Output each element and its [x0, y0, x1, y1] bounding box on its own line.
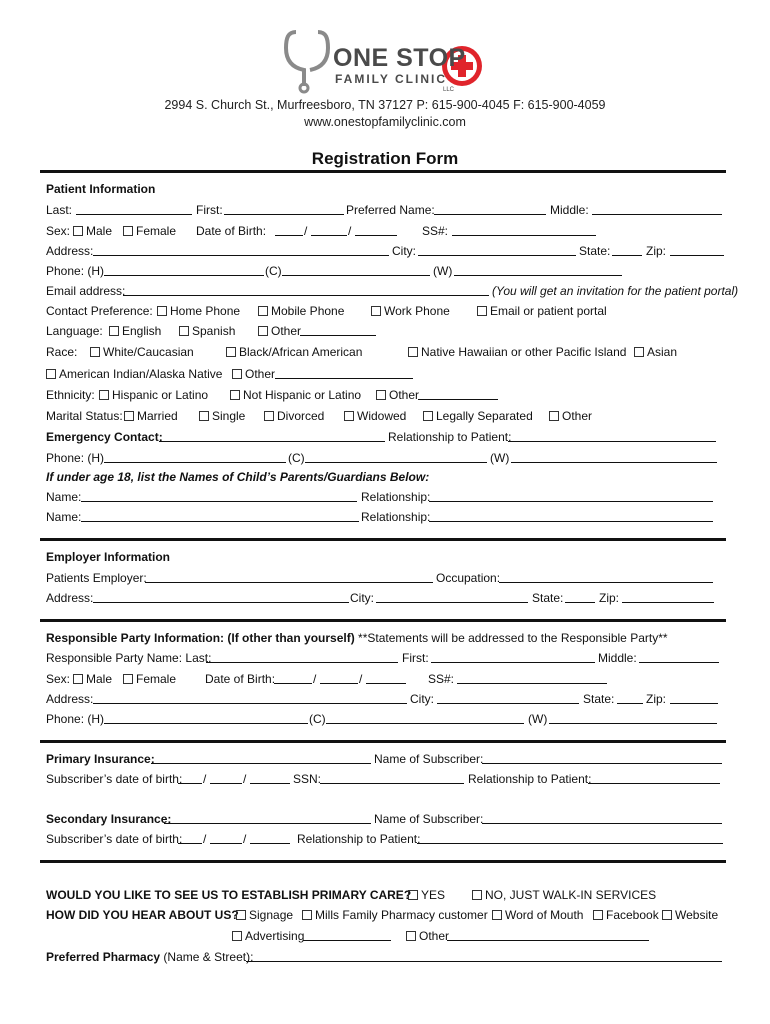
contact-preference-label: Contact Preference:: [46, 304, 153, 318]
secondary-subscriber-field[interactable]: [482, 812, 722, 824]
hear-mills-checkbox[interactable]: Mills Family Pharmacy customer: [302, 908, 488, 922]
responsible-phone-w-label: (W): [528, 712, 548, 726]
responsible-first-label: First:: [402, 651, 429, 665]
patient-preferred-field[interactable]: [434, 203, 546, 215]
responsible-male-checkbox[interactable]: Male: [73, 672, 112, 686]
race-label: Race:: [46, 345, 78, 359]
primary-insurance-label: Primary Insurance:: [46, 752, 155, 766]
checkbox-icon: [179, 326, 189, 336]
patient-phone-h-label: Phone: (H): [46, 264, 105, 278]
race-white-checkbox[interactable]: White/Caucasian: [90, 345, 194, 359]
hear-about-question: HOW DID YOU HEAR ABOUT US?: [46, 908, 239, 922]
patient-phone-h-field[interactable]: [104, 264, 264, 276]
race-asian-checkbox[interactable]: Asian: [634, 345, 677, 359]
employer-address-field[interactable]: [93, 591, 349, 603]
employer-city-label: City:: [350, 591, 374, 605]
checkbox-icon: [408, 347, 418, 357]
clinic-website: www.onestopfamilyclinic.com: [304, 115, 466, 129]
checkbox-icon: [258, 326, 268, 336]
secondary-insurance-field[interactable]: [164, 812, 371, 824]
marital-married-checkbox[interactable]: Married: [124, 409, 178, 423]
preferred-pharmacy-label: Preferred Pharmacy (Name & Street):: [46, 950, 254, 964]
responsible-dob-month[interactable]: [274, 672, 312, 684]
logo-name: ONE STOP: [333, 44, 466, 72]
language-label: Language:: [46, 324, 103, 338]
slash: /: [304, 224, 308, 238]
checkbox-icon: [593, 910, 603, 920]
primary-care-yes-checkbox[interactable]: YES: [408, 888, 445, 902]
guardian2-relationship-field[interactable]: [429, 510, 713, 522]
slash: /: [348, 224, 352, 238]
employer-state-field[interactable]: [565, 591, 595, 603]
checkbox-icon: [236, 910, 246, 920]
hear-other-checkbox[interactable]: Other: [406, 929, 449, 943]
secondary-subscriber-dob-label: Subscriber’s date of birth:: [46, 832, 183, 846]
responsible-state-label: State:: [583, 692, 615, 706]
responsible-zip-field[interactable]: [670, 692, 718, 704]
contact-home-phone-checkbox[interactable]: Home Phone: [157, 304, 240, 318]
responsible-phone-w-field[interactable]: [549, 712, 717, 724]
patient-phone-w-label: (W): [433, 264, 453, 278]
divider: [40, 619, 726, 622]
checkbox-icon: [264, 411, 274, 421]
occupation-label: Occupation:: [436, 571, 501, 585]
contact-email-portal-checkbox[interactable]: Email or patient portal: [477, 304, 607, 318]
responsible-phone-h-label: Phone: (H): [46, 712, 105, 726]
patient-first-label: First:: [196, 203, 223, 217]
race-black-checkbox[interactable]: Black/African American: [226, 345, 362, 359]
patient-ss-field[interactable]: [452, 224, 596, 236]
slash: /: [243, 832, 247, 846]
stethoscope-icon: [286, 32, 304, 86]
emergency-phone-c-field[interactable]: [305, 451, 487, 463]
checkbox-icon: [123, 226, 133, 236]
preferred-pharmacy-field[interactable]: [246, 950, 722, 962]
patient-address-label: Address:: [46, 244, 94, 258]
patient-address-field[interactable]: [93, 244, 389, 256]
secondary-relationship-label: Relationship to Patient:: [297, 832, 421, 846]
checkbox-icon: [109, 326, 119, 336]
checkbox-icon: [472, 890, 482, 900]
emergency-relationship-field[interactable]: [508, 430, 716, 442]
section-employer-heading: Employer Information: [46, 550, 171, 564]
checkbox-icon: [408, 890, 418, 900]
responsible-sex-label: Sex:: [46, 672, 71, 686]
responsible-female-checkbox[interactable]: Female: [123, 672, 176, 686]
responsible-zip-label: Zip:: [646, 692, 667, 706]
hear-website-checkbox[interactable]: Website: [662, 908, 718, 922]
patient-female-checkbox[interactable]: Female: [123, 224, 176, 238]
guardian1-relationship-field[interactable]: [429, 490, 713, 502]
checkbox-icon: [371, 306, 381, 316]
responsible-city-field[interactable]: [437, 692, 579, 704]
secondary-insurance-label: Secondary Insurance:: [46, 812, 172, 826]
responsible-address-label: Address:: [46, 692, 94, 706]
primary-subscriber-dob-label: Subscriber’s date of birth:: [46, 772, 183, 786]
patient-dob-year[interactable]: [355, 224, 397, 236]
marital-widowed-checkbox[interactable]: Widowed: [344, 409, 406, 423]
secondary-subscriber-dob-day[interactable]: [210, 832, 242, 844]
checkbox-icon: [344, 411, 354, 421]
responsible-last-field[interactable]: [206, 651, 398, 663]
patient-city-field[interactable]: [418, 244, 576, 256]
responsible-dob-day[interactable]: [320, 672, 358, 684]
ethnicity-label: Ethnicity:: [46, 388, 95, 402]
hear-facebook-checkbox[interactable]: Facebook: [593, 908, 659, 922]
primary-subscriber-dob-year[interactable]: [250, 772, 290, 784]
patient-zip-field[interactable]: [670, 244, 724, 256]
checkbox-icon: [230, 390, 240, 400]
primary-subscriber-dob-month[interactable]: [178, 772, 202, 784]
checkbox-icon: [90, 347, 100, 357]
responsible-dob-label: Date of Birth:: [205, 672, 276, 686]
responsible-last-label: Responsible Party Name: Last:: [46, 651, 212, 665]
primary-care-question: WOULD YOU LIKE TO SEE US TO ESTABLISH PRIMARY CARE?: [46, 888, 412, 902]
primary-care-no-checkbox[interactable]: NO, JUST WALK-IN SERVICES: [472, 888, 656, 902]
emergency-phone-h-label: Phone: (H): [46, 451, 105, 465]
checkbox-icon: [123, 674, 133, 684]
responsible-dob-year[interactable]: [366, 672, 406, 684]
clinic-address: 2994 S. Church St., Murfreesboro, TN 37127 P: 615-900-4045 F: 615-900-4059: [164, 98, 606, 112]
primary-subscriber-label: Name of Subscriber:: [374, 752, 484, 766]
form-title: Registration Form: [311, 149, 459, 168]
patient-preferred-label: Preferred Name:: [346, 203, 435, 217]
employer-field[interactable]: [145, 571, 433, 583]
checkbox-icon: [73, 226, 83, 236]
patient-dob-label: Date of Birth:: [196, 224, 267, 238]
marital-separated-checkbox[interactable]: Legally Separated: [423, 409, 533, 423]
patient-male-checkbox[interactable]: Male: [73, 224, 112, 238]
hear-word-checkbox[interactable]: Word of Mouth: [492, 908, 583, 922]
slash: /: [313, 672, 317, 686]
patient-phone-w-field[interactable]: [454, 264, 622, 276]
contact-work-phone-checkbox[interactable]: Work Phone: [371, 304, 450, 318]
checkbox-icon: [376, 390, 386, 400]
primary-relationship-field[interactable]: [588, 772, 720, 784]
marital-other-checkbox[interactable]: Other: [549, 409, 592, 423]
emergency-phone-c-label: (C): [288, 451, 305, 465]
primary-ssn-field[interactable]: [320, 772, 464, 784]
patient-zip-label: Zip:: [646, 244, 667, 258]
section-responsible-heading: Responsible Party Information: (If other than yourself) **Statements will be addressed to the Responsible Party**: [46, 631, 668, 645]
slash: /: [243, 772, 247, 786]
race-other-field[interactable]: [275, 367, 413, 379]
checkbox-icon: [302, 910, 312, 920]
patient-middle-field[interactable]: [592, 203, 722, 215]
race-other-checkbox[interactable]: Other: [232, 367, 275, 381]
responsible-ss-label: SS#:: [428, 672, 455, 686]
contact-mobile-phone-checkbox[interactable]: Mobile Phone: [258, 304, 344, 318]
responsible-middle-label: Middle:: [598, 651, 637, 665]
responsible-phone-h-field[interactable]: [104, 712, 308, 724]
checkbox-icon: [258, 306, 268, 316]
ethnicity-other-field[interactable]: [418, 388, 498, 400]
ethnicity-other-checkbox[interactable]: Other: [376, 388, 419, 402]
responsible-middle-field[interactable]: [639, 651, 719, 663]
responsible-city-label: City:: [410, 692, 434, 706]
patient-sex-label: Sex:: [46, 224, 71, 238]
patient-ss-label: SS#:: [422, 224, 449, 238]
checkbox-icon: [477, 306, 487, 316]
employer-zip-field[interactable]: [622, 591, 714, 603]
checkbox-icon: [124, 411, 134, 421]
language-other-field[interactable]: [300, 324, 376, 336]
emergency-contact-label: Emergency Contact:: [46, 430, 163, 444]
patient-state-field[interactable]: [612, 244, 642, 256]
slash: /: [203, 832, 207, 846]
responsible-state-field[interactable]: [617, 692, 643, 704]
guardian2-name-label: Name:: [46, 510, 82, 524]
secondary-subscriber-dob-month[interactable]: [178, 832, 202, 844]
patient-last-field[interactable]: [76, 203, 192, 215]
primary-ssn-label: SSN:: [293, 772, 322, 786]
guardian2-name-field[interactable]: [81, 510, 359, 522]
hear-advertising-field[interactable]: [303, 929, 391, 941]
responsible-phone-c-field[interactable]: [326, 712, 524, 724]
checkbox-icon: [492, 910, 502, 920]
marital-single-checkbox[interactable]: Single: [199, 409, 245, 423]
slash: /: [359, 672, 363, 686]
checkbox-icon: [232, 931, 242, 941]
employer-label: Patients Employer:: [46, 571, 147, 585]
guardian1-relationship-label: Relationship:: [361, 490, 431, 504]
employer-state-label: State:: [532, 591, 564, 605]
race-american-indian-checkbox[interactable]: American Indian/Alaska Native: [46, 367, 222, 381]
ethnicity-not-hispanic-checkbox[interactable]: Not Hispanic or Latino: [230, 388, 361, 402]
language-other-checkbox[interactable]: Other: [258, 324, 301, 338]
divider: [40, 740, 726, 743]
employer-zip-label: Zip:: [599, 591, 620, 605]
secondary-subscriber-dob-year[interactable]: [250, 832, 290, 844]
emergency-phone-w-label: (W): [490, 451, 510, 465]
patient-city-label: City:: [392, 244, 416, 258]
checkbox-icon: [406, 931, 416, 941]
patient-email-field[interactable]: [123, 284, 489, 296]
divider: [40, 538, 726, 541]
guardian1-name-field[interactable]: [81, 490, 357, 502]
secondary-subscriber-label: Name of Subscriber:: [374, 812, 484, 826]
emergency-phone-h-field[interactable]: [104, 451, 286, 463]
primary-subscriber-dob-day[interactable]: [210, 772, 242, 784]
checkbox-icon: [634, 347, 644, 357]
section-patient-heading: Patient Information: [46, 182, 156, 196]
ethnicity-hispanic-checkbox[interactable]: Hispanic or Latino: [99, 388, 208, 402]
responsible-ss-field[interactable]: [457, 672, 607, 684]
patient-state-label: State:: [579, 244, 611, 258]
language-spanish-checkbox[interactable]: Spanish: [179, 324, 235, 338]
emergency-contact-field[interactable]: [159, 430, 385, 442]
slash: /: [203, 772, 207, 786]
checkbox-icon: [549, 411, 559, 421]
checkbox-icon: [73, 674, 83, 684]
patient-phone-c-label: (C): [265, 264, 282, 278]
employer-city-field[interactable]: [376, 591, 528, 603]
checkbox-icon: [226, 347, 236, 357]
checkbox-icon: [423, 411, 433, 421]
divider: [40, 860, 726, 863]
checkbox-icon: [157, 306, 167, 316]
patient-first-field[interactable]: [224, 203, 344, 215]
hear-other-field[interactable]: [447, 929, 649, 941]
responsible-address-field[interactable]: [93, 692, 407, 704]
occupation-field[interactable]: [499, 571, 713, 583]
divider: [40, 170, 726, 173]
checkbox-icon: [46, 369, 56, 379]
guardian1-name-label: Name:: [46, 490, 82, 504]
patient-middle-label: Middle:: [550, 203, 589, 217]
logo-subtitle: FAMILY CLINIC: [335, 72, 448, 86]
guardian2-relationship-label: Relationship:: [361, 510, 431, 524]
race-hawaiian-checkbox[interactable]: Native Hawaiian or other Pacific Island: [408, 345, 626, 359]
under-18-heading: If under age 18, list the Names of Child’s Parents/Guardians Below:: [46, 470, 430, 484]
marital-divorced-checkbox[interactable]: Divorced: [264, 409, 324, 423]
emergency-relationship-label: Relationship to Patient:: [388, 430, 512, 444]
patient-dob-month[interactable]: [275, 224, 303, 236]
patient-email-note: (You will get an invitation for the patient portal): [492, 284, 739, 298]
hear-advertising-checkbox[interactable]: Advertising: [232, 929, 304, 943]
hear-signage-checkbox[interactable]: Signage: [236, 908, 293, 922]
secondary-relationship-field[interactable]: [417, 832, 723, 844]
emergency-phone-w-field[interactable]: [511, 451, 717, 463]
patient-dob-day[interactable]: [311, 224, 347, 236]
patient-email-label: Email address:: [46, 284, 126, 298]
checkbox-icon: [99, 390, 109, 400]
patient-phone-c-field[interactable]: [282, 264, 430, 276]
language-english-checkbox[interactable]: English: [109, 324, 161, 338]
responsible-phone-c-label: (C): [309, 712, 326, 726]
logo-llc: LLC: [443, 87, 455, 93]
checkbox-icon: [662, 910, 672, 920]
responsible-first-field[interactable]: [431, 651, 595, 663]
primary-relationship-label: Relationship to Patient:: [468, 772, 592, 786]
marital-label: Marital Status:: [46, 409, 123, 423]
primary-insurance-field[interactable]: [151, 752, 371, 764]
checkbox-icon: [232, 369, 242, 379]
patient-last-label: Last:: [46, 203, 73, 217]
checkbox-icon: [199, 411, 209, 421]
primary-subscriber-field[interactable]: [482, 752, 722, 764]
employer-address-label: Address:: [46, 591, 94, 605]
